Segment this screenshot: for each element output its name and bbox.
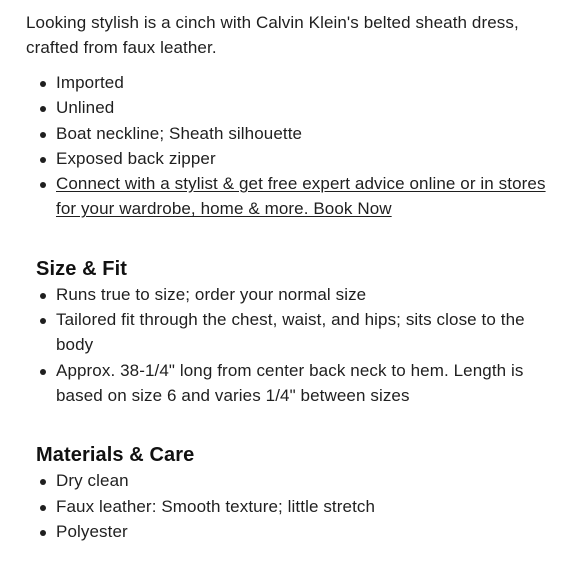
size-fit-heading: Size & Fit <box>36 257 128 280</box>
product-description: Looking stylish is a cinch with Calvin Klein's belted sheath dress, crafted from faux leather. <box>26 13 519 57</box>
bullet-icon <box>40 369 46 375</box>
list-item <box>26 468 560 493</box>
book-stylist-link[interactable]: Connect with a stylist & get free expert advice online or in stores for your wardrobe, home & more. Book Now <box>56 174 546 219</box>
materials-care-list <box>26 468 560 544</box>
bullet-icon <box>40 505 46 511</box>
list-item <box>26 171 560 222</box>
bullet-icon <box>40 479 46 485</box>
list-item <box>26 121 560 146</box>
list-item <box>26 494 560 519</box>
bullet-icon <box>40 106 46 112</box>
list-item <box>26 358 560 409</box>
bullet-icon <box>40 182 46 188</box>
bullet-icon <box>40 318 46 324</box>
feature-text: Unlined <box>56 98 115 118</box>
feature-text: Boat neckline; Sheath silhouette <box>56 123 303 143</box>
bullet-icon <box>40 132 46 138</box>
list-item <box>26 70 560 95</box>
bullet-icon <box>40 530 46 536</box>
list-item <box>26 519 560 544</box>
size-fit-text: Runs true to size; order your normal size <box>56 284 367 304</box>
bullet-icon <box>40 157 46 163</box>
materials-text: Faux leather: Smooth texture; little stretch <box>56 496 376 516</box>
materials-text: Dry clean <box>56 471 129 491</box>
bullet-icon <box>40 81 46 87</box>
size-fit-text: Approx. 38-1/4" long from center back neck to hem. Length is based on size 6 and varies 1/4" between sizes <box>56 360 524 405</box>
bullet-icon <box>40 293 46 299</box>
materials-care-heading: Materials & Care <box>36 444 195 467</box>
list-item <box>26 282 560 307</box>
list-item <box>26 307 560 358</box>
list-item <box>26 95 560 120</box>
feature-text: Exposed back zipper <box>56 148 216 168</box>
feature-list <box>26 70 560 222</box>
size-fit-list <box>26 282 560 408</box>
size-fit-text: Tailored fit through the chest, waist, and hips; sits close to the body <box>56 310 525 355</box>
feature-text: Imported <box>56 73 124 92</box>
materials-text: Polyester <box>56 521 128 541</box>
list-item <box>26 146 560 171</box>
